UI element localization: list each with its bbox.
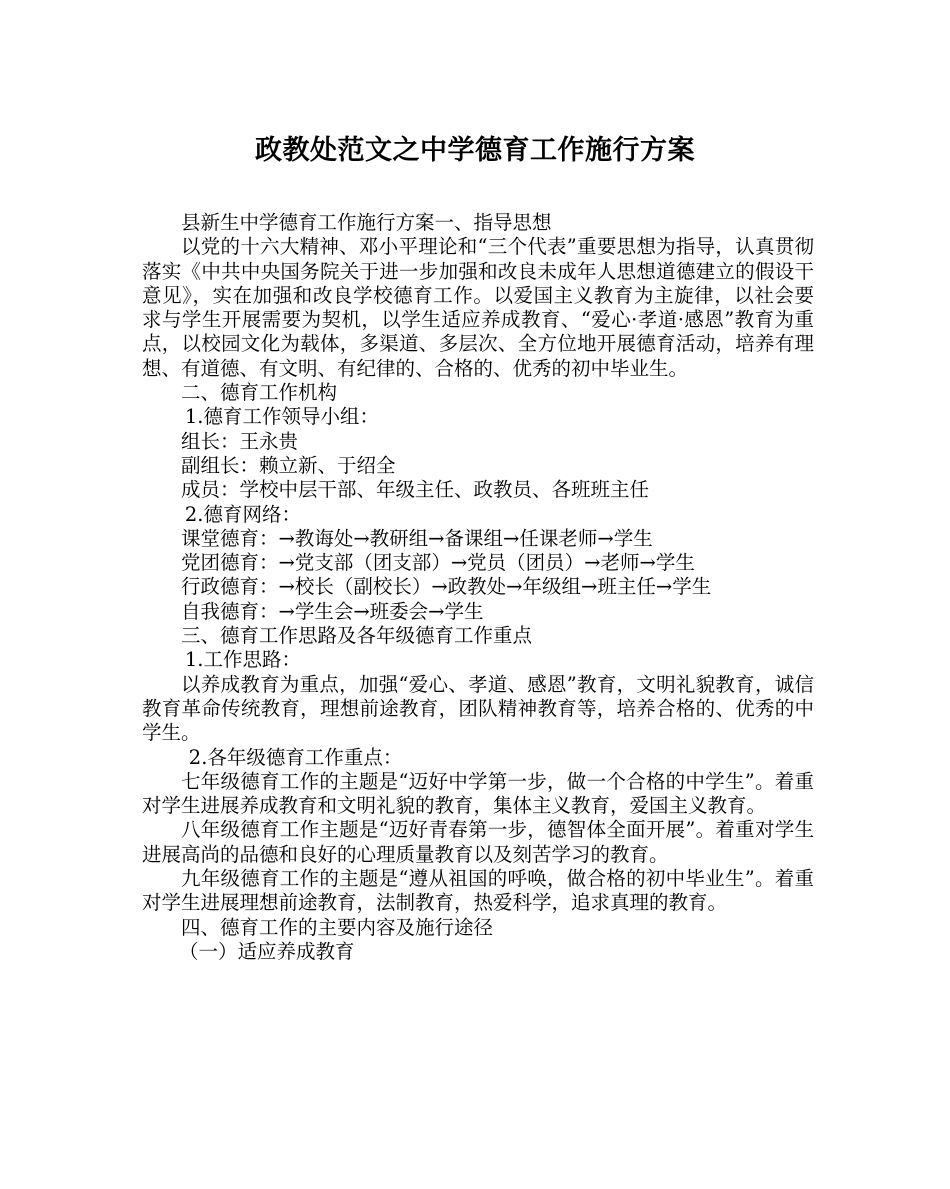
paragraph-grade-seven: 七年级德育工作的主题是“迈好中学第一步，做一个合格的中学生”。着重对学生进展养成教育和文明礼貌的教育，集体主义教育，爱国主义教育。 (142, 769, 814, 818)
paragraph-grade-eight: 八年级德育工作主题是“迈好青春第一步，德智体全面开展”。着重对学生进展高尚的品德和良好的心理质量教育以及刻苦学习的教育。 (142, 818, 814, 866)
line-party-league-moral: 党团德育：→党支部（团支部）→党员（团员）→老师→学生 (181, 551, 695, 575)
subheading-work-thought: 1.工作思路： (184, 648, 301, 672)
paragraph-work-thought: 以养成教育为重点，加强“爱心、孝道、感恩”教育，文明礼貌教育，诚信教育革命传统教育，理想前途教育，团队精神教育等，培养合格的、优秀的中学生。 (142, 672, 814, 745)
line-classroom-moral: 课堂德育：→教诲处→教研组→备课组→任课老师→学生 (181, 526, 653, 550)
line-members: 成员：学校中层干部、年级主任、政教员、各班班主任 (181, 478, 650, 502)
subheading-grade-focus: 2.各年级德育工作重点： (188, 745, 403, 769)
document-title: 政教处范文之中学德育工作施行方案 (255, 135, 695, 166)
line-self-moral: 自我德育：→学生会→班委会→学生 (181, 599, 484, 623)
subheading-leading-group: 1.德育工作领导小组： (184, 405, 379, 429)
line-deputy-leaders: 副组长：赖立新、于绍全 (181, 453, 396, 477)
paragraph-grade-nine: 九年级德育工作的主题是“遵从祖国的呼唤，做合格的初中毕业生”。着重对学生进展理想前途教育，法制教育，热爱科学，追求真理的教育。 (142, 867, 814, 915)
line-group-leader: 组长：王永贵 (181, 429, 299, 453)
paragraph-school-plan-heading: 县新生中学德育工作施行方案一、指导思想 (181, 211, 552, 234)
subheading-adaptive-habit-education: （一）适应养成教育 (179, 939, 355, 963)
section-heading-content-approach: 四、德育工作的主要内容及施行途径 (181, 915, 494, 939)
document-body (142, 211, 814, 964)
section-heading-organization: 二、德育工作机构 (181, 381, 338, 405)
section-heading-work-focus: 三、德育工作思路及各年级德育工作重点 (181, 624, 533, 648)
line-administrative-moral: 行政德育：→校长（副校长）→政教处→年级组→班主任→学生 (181, 575, 712, 599)
subheading-moral-network: 2.德育网络： (184, 502, 301, 526)
paragraph-guiding-thought: 以党的十六大精神、邓小平理论和“三个代表”重要思想为指导，认真贯彻落实《中共中央国务院关于进一步加强和改良未成年人思想道德建立的假设干意见》，实在加强和改良学校德育工作。以爱国主义教育为主旋律，以社会要求与学生开展需要为契机，以学生适应养成教育、“爱心·孝道·感恩”教育为重点，以校园文化为载体，多渠道、多层次、全方位地开展德育活动，培养有理想、有道德、有文明、有纪律的、合格的、优秀的初中毕业生。 (142, 235, 814, 380)
